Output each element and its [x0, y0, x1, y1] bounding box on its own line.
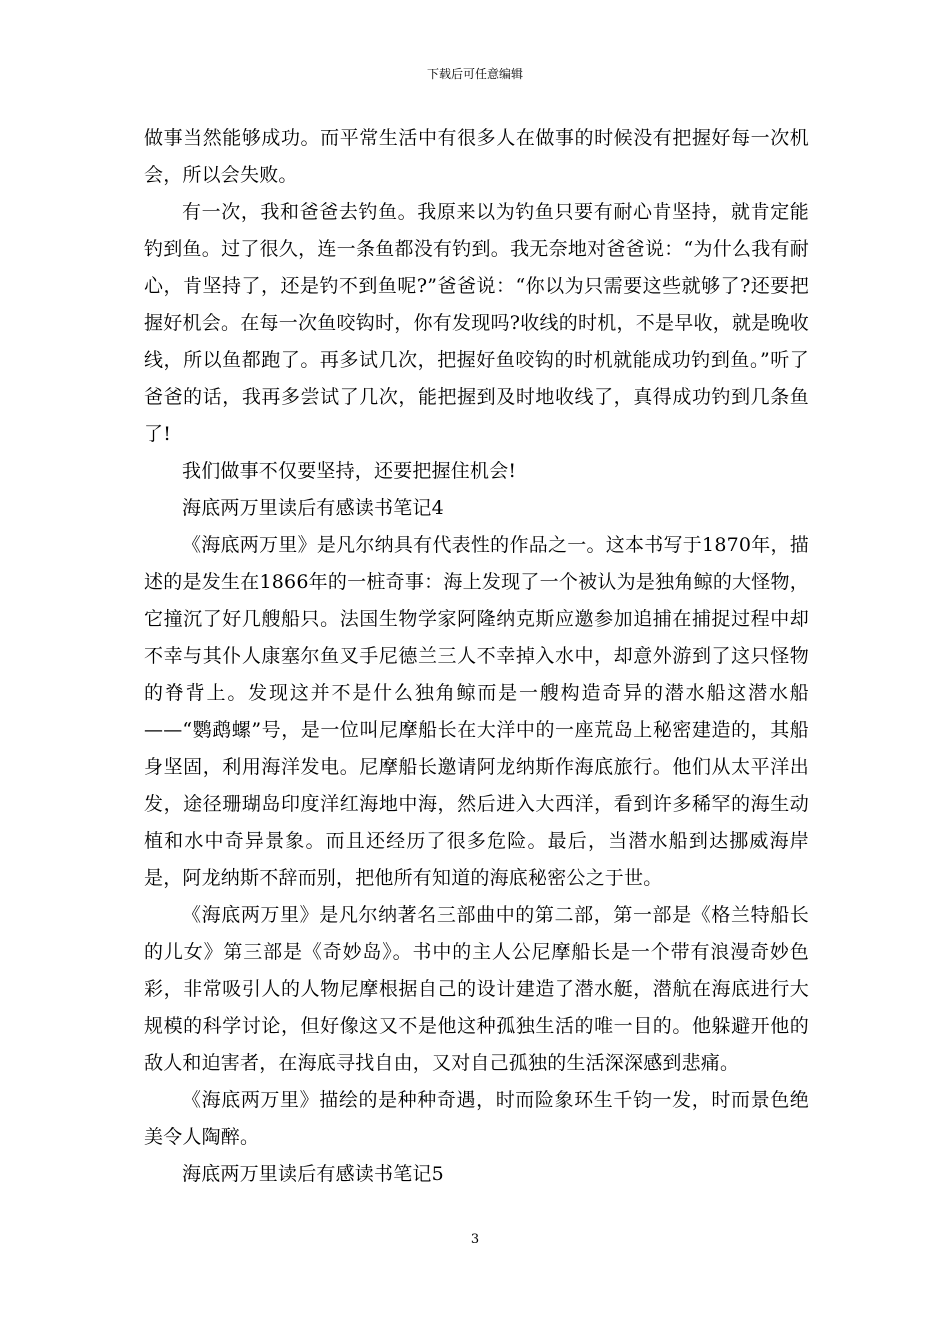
page-header: 下载后可任意编辑 [426, 67, 523, 81]
page-number: 3 [470, 1232, 480, 1247]
paragraph: 做事当然能够成功。而平常生活中有很多人在做事的时候没有把握好每一次机会，所以会失败。 [144, 127, 809, 186]
paragraph: 《海底两万里》描绘的是种种奇遇，时而险象环生千钧一发，时而景色绝美令人陶醉。 [144, 1089, 809, 1148]
paragraph: 我们做事不仅要坚持，还要把握住机会! [182, 460, 517, 482]
section-heading: 海底两万里读后有感读书笔记4 [182, 497, 444, 519]
paragraph: 《海底两万里》是凡尔纳具有代表性的作品之一。这本书写于1870年，描述的是发生在1866年的一桩奇事：海上发现了一个被认为是独角鲸的大怪物，它撞沉了好几艘船只。法国生物学家阿隆纳克斯应邀参加追捕在捕捉过程中却不幸与其仆人康塞尔鱼叉手尼德兰三人不幸掉入水中，却意外游到了这只怪物的脊背上。发现这并不是什么独角鲸而是一艘构造奇异的潜水船这潜水船——“鹦鹉螺”号，是一位叫尼摩船长在大洋中的一座荒岛上秘密建造的，其船身坚固，利用海洋发电。尼摩船长邀请阿龙纳斯作海底旅行。他们从太平洋出发，途径珊瑚岛印度洋红海地中海，然后进入大西洋，看到许多稀罕的海生动植和水中奇异景象。而且还经历了很多危险。最后，当潜水船到达挪威海岸是，阿龙纳斯不辞而别，把他所有知道的海底秘密公之于世。 [144, 534, 809, 889]
section-heading: 海底两万里读后有感读书笔记5 [182, 1163, 444, 1185]
paragraph: 有一次，我和爸爸去钓鱼。我原来以为钓鱼只要有耐心肯坚持，就肯定能钓到鱼。过了很久，连一条鱼都没有钓到。我无奈地对爸爸说：“为什么我有耐心，肯坚持了，还是钓不到鱼呢?”爸爸说：“你以为只需要这些就够了?还要把握好机会。在每一次鱼咬钩时，你有发现吗?收线的时机，不是早收，就是晚收线，所以鱼都跑了。再多试几次，把握好鱼咬钩的时机就能成功钓到鱼。”听了爸爸的话，我再多尝试了几次，能把握到及时地收线了，真得成功钓到几条鱼了! [144, 201, 809, 445]
document-body [144, 120, 809, 1193]
paragraph: 《海底两万里》是凡尔纳著名三部曲中的第二部，第一部是《格兰特船长的儿女》第三部是《奇妙岛》。书中的主人公尼摩船长是一个带有浪漫奇妙色彩，非常吸引人的人物尼摩根据自己的设计建造了潜水艇，潜航在海底进行大规模的科学讨论，但好像这又不是他这种孤独生活的唯一目的。他躲避开他的敌人和迫害者，在海底寻找自由，又对自己孤独的生活深深感到悲痛。 [144, 904, 809, 1074]
